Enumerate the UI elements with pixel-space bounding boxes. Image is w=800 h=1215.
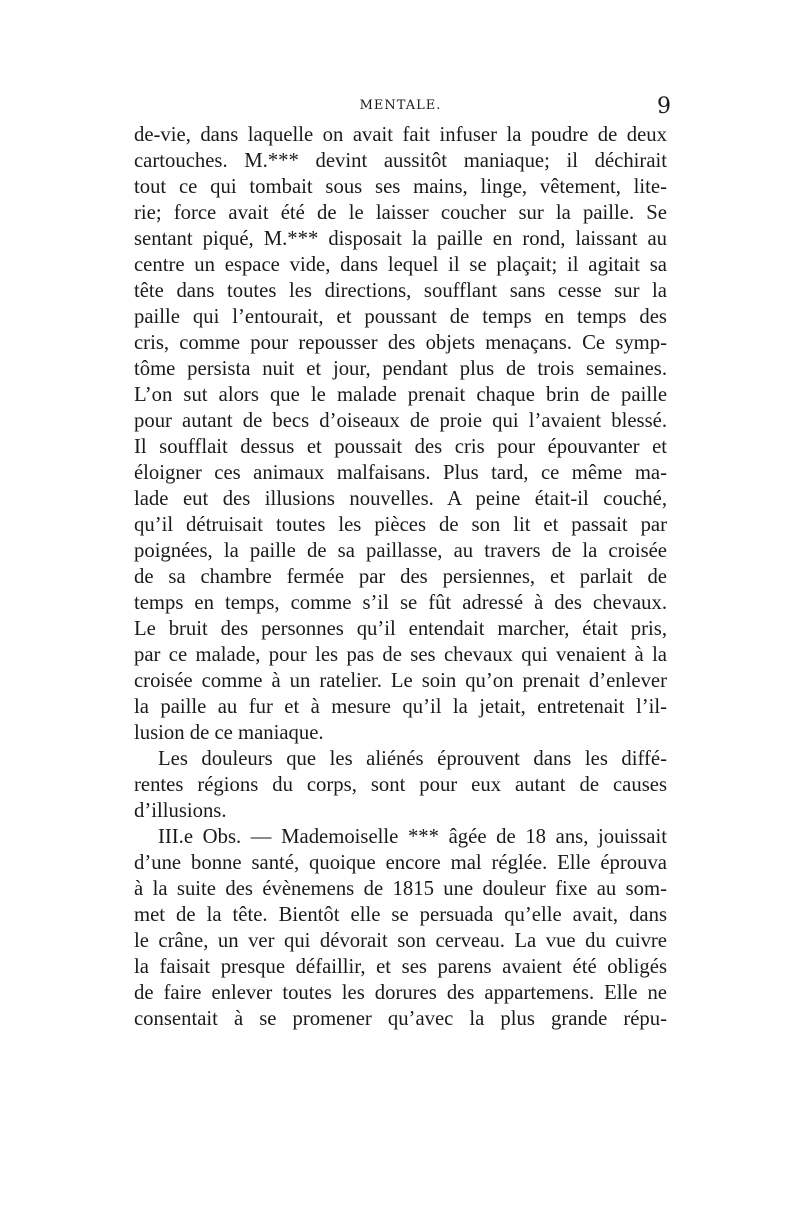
text-line: éloigner ces animaux malfaisans. Plus tard, ce même ma- (134, 462, 667, 484)
text-line: lade eut des illusions nouvelles. A peine était-il couché, (134, 488, 667, 510)
text-line: sentant piqué, M.*** disposait la paille en rond, laissant au (134, 228, 667, 250)
text-line: centre un espace vide, dans lequel il se plaçait; il agitait sa (134, 254, 667, 276)
text-line: par ce malade, pour les pas de ses chevaux qui venaient à la (134, 644, 667, 666)
text-line: de-vie, dans laquelle on avait fait infuser la poudre de deux (134, 124, 667, 146)
text-line: L’on sut alors que le malade prenait chaque brin de paille (134, 384, 667, 406)
text-line: pour autant de becs d’oiseaux de proie qui l’avaient blessé. (134, 410, 667, 432)
text-line: temps en temps, comme s’il se fût adressé à des chevaux. (134, 592, 667, 614)
text-line: cartouches. M.*** devint aussitôt maniaque; il déchirait (134, 150, 667, 172)
text-line: poignées, la paille de sa paillasse, au travers de la croisée (134, 540, 667, 562)
text-line: tout ce qui tombait sous ses mains, linge, vêtement, lite- (134, 176, 667, 198)
text-line: paille qui l’entourait, et poussant de temps en temps des (134, 306, 667, 328)
text-line: Les douleurs que les aliénés éprouvent dans les diffé- (158, 748, 667, 770)
page-number: 9 (657, 94, 671, 119)
body-text (134, 122, 667, 1032)
text-line: lusion de ce maniaque. (134, 722, 324, 744)
text-line: rie; force avait été de le laisser coucher sur la paille. Se (134, 202, 667, 224)
running-head (134, 92, 671, 122)
text-line: croisée comme à un ratelier. Le soin qu’on prenait d’enlever (134, 670, 667, 692)
running-title: MENTALE. (359, 98, 442, 113)
text-line: la faisait presque défaillir, et ses parens avaient été obligés (134, 956, 667, 978)
book-page (134, 92, 671, 1032)
text-line: tôme persista nuit et jour, pendant plus de trois semaines. (134, 358, 667, 380)
text-line: tête dans toutes les directions, soufflant sans cesse sur la (134, 280, 667, 302)
text-line: de sa chambre fermée par des persiennes, et parlait de (134, 566, 667, 588)
text-line: d’illusions. (134, 800, 227, 822)
text-line: Il soufflait dessus et poussait des cris pour épouvanter et (134, 436, 667, 458)
text-line: la paille au fur et à mesure qu’il la jetait, entretenait l’il- (134, 696, 667, 718)
text-line: Le bruit des personnes qu’il entendait marcher, était pris, (134, 618, 667, 640)
text-line: rentes régions du corps, sont pour eux autant de causes (134, 774, 667, 796)
text-line: met de la tête. Bientôt elle se persuada qu’elle avait, dans (134, 904, 667, 926)
text-line: cris, comme pour repousser des objets menaçans. Ce symp- (134, 332, 667, 354)
text-line: d’une bonne santé, quoique encore mal réglée. Elle éprouva (134, 852, 667, 874)
text-line: le crâne, un ver qui dévorait son cerveau. La vue du cuivre (134, 930, 667, 952)
text-line: qu’il détruisait toutes les pièces de son lit et passait par (134, 514, 667, 536)
text-line: à la suite des évènemens de 1815 une douleur fixe au som- (134, 878, 667, 900)
text-line: III.e Obs. — Mademoiselle *** âgée de 18 ans, jouissait (158, 826, 667, 848)
text-line: consentait à se promener qu’avec la plus grande répu- (134, 1008, 667, 1030)
text-line: de faire enlever toutes les dorures des appartemens. Elle ne (134, 982, 667, 1004)
